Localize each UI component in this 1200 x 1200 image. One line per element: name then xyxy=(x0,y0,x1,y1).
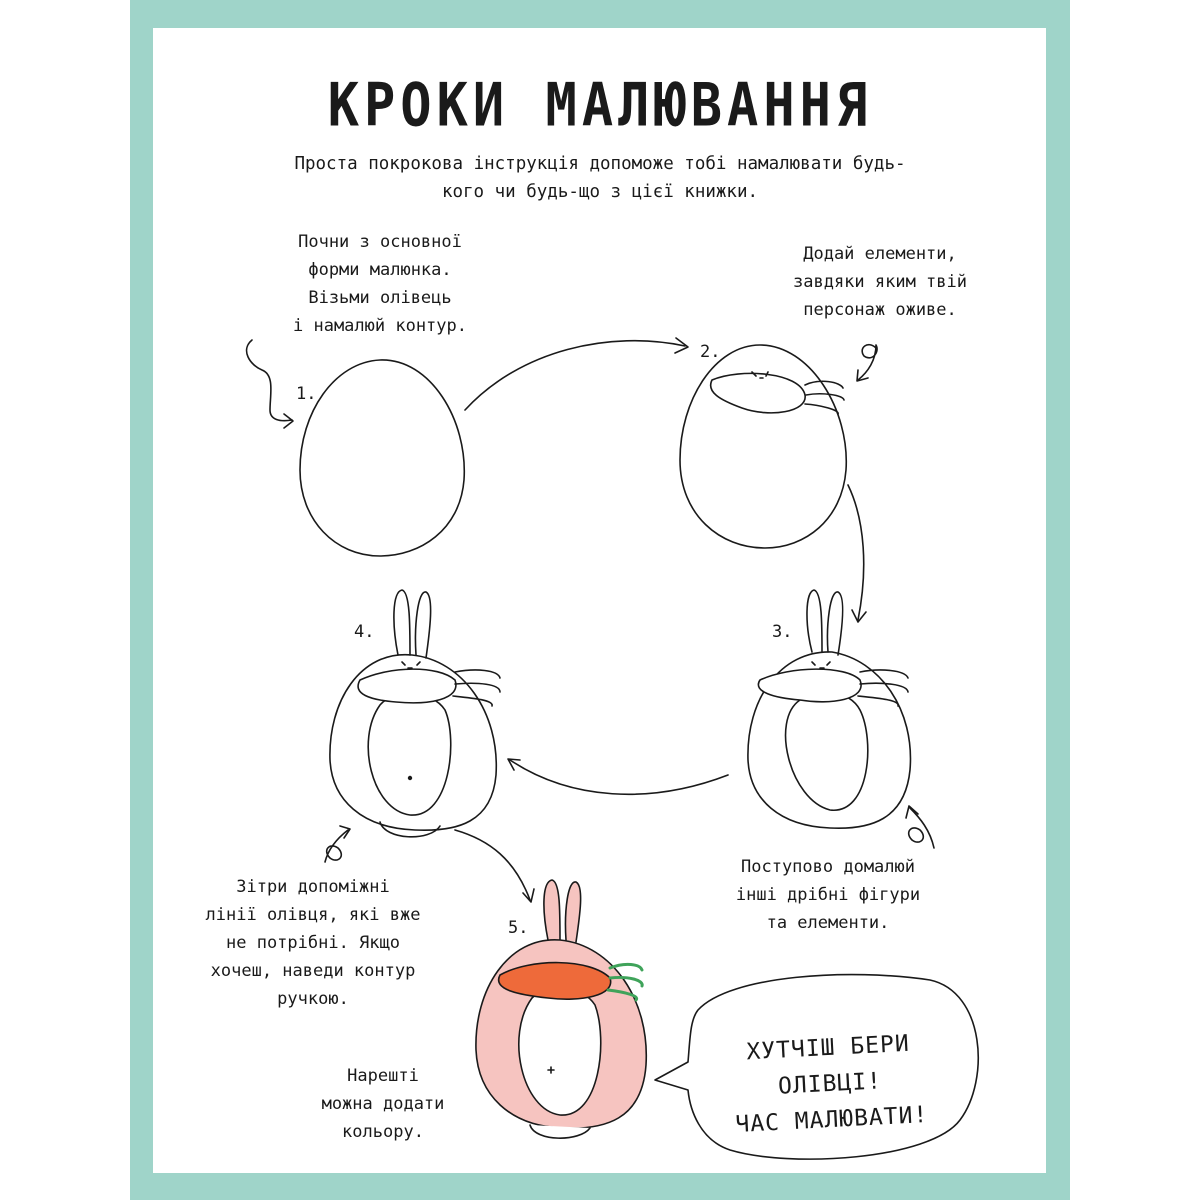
step1-text xyxy=(250,228,510,340)
step4-line: ручкою. xyxy=(277,989,349,1009)
step2-line: завдяки яким твій xyxy=(793,272,967,292)
arrow-4-to-5 xyxy=(455,830,530,900)
step3-line: Поступово домалюй xyxy=(741,857,915,877)
step1-line: форми малюнка. xyxy=(308,260,452,280)
step4-line: не потрібні. Якщо xyxy=(226,933,400,953)
pointer-arrow-step3-head xyxy=(906,806,918,818)
step3-line: інші дрібні фігури xyxy=(735,885,921,905)
step4-line: Зітри допоміжні xyxy=(236,877,390,897)
arrow-2-to-3 xyxy=(848,485,864,620)
step3-line: та елементи. xyxy=(766,913,890,933)
step3-number: 3. xyxy=(772,622,793,642)
speech-line: ЧАС МАЛЮВАТИ! xyxy=(734,1101,929,1138)
step5-text xyxy=(298,1062,468,1146)
step4-line: хочеш, наведи контур xyxy=(210,961,416,981)
pointer-arrow-step3 xyxy=(909,808,934,848)
step2-text xyxy=(760,240,1000,324)
pointer-arrow-step1 xyxy=(247,340,292,421)
step1-number: 1. xyxy=(296,384,317,404)
step5-line: можна додати xyxy=(321,1094,445,1114)
pointer-arrow-step2 xyxy=(858,345,877,380)
step5-line: кольору. xyxy=(342,1122,424,1142)
pointer-arrow-step4 xyxy=(325,830,348,862)
step5-line: Нарешті xyxy=(347,1066,419,1086)
step2-number: 2. xyxy=(700,342,721,362)
step1-line: Візьми олівець xyxy=(308,288,452,308)
step1-line: і намалюй контур. xyxy=(293,316,467,336)
step1-egg-outline xyxy=(300,360,464,556)
step5-number: 5. xyxy=(508,918,529,938)
step2-egg-with-carrot xyxy=(680,345,846,548)
page-title: КРОКИ МАЛЮВАННЯ xyxy=(327,71,873,141)
arrow-3-to-4 xyxy=(510,760,728,794)
step2-line: Додай елементи, xyxy=(803,244,957,264)
step4-number: 4. xyxy=(354,622,375,642)
step4-line: лінії олівця, які вже xyxy=(205,905,421,925)
speech-line: ХУТЧІШ БЕРИ ОЛІВЦІ! xyxy=(745,1030,911,1100)
speech-bubble-text xyxy=(712,1024,947,1144)
step4-text xyxy=(188,873,438,1013)
arrow-1-to-2 xyxy=(465,341,685,410)
step5-coloured-bunny xyxy=(476,880,646,1138)
page-subtitle: Проста покрокова інструкція допоможе тобі намалювати будь-кого чи будь-що з цієї книжки. xyxy=(294,154,906,202)
step2-line: персонаж оживе. xyxy=(803,300,957,320)
step3-text xyxy=(718,853,938,937)
step1-line: Почни з основної xyxy=(298,232,462,252)
